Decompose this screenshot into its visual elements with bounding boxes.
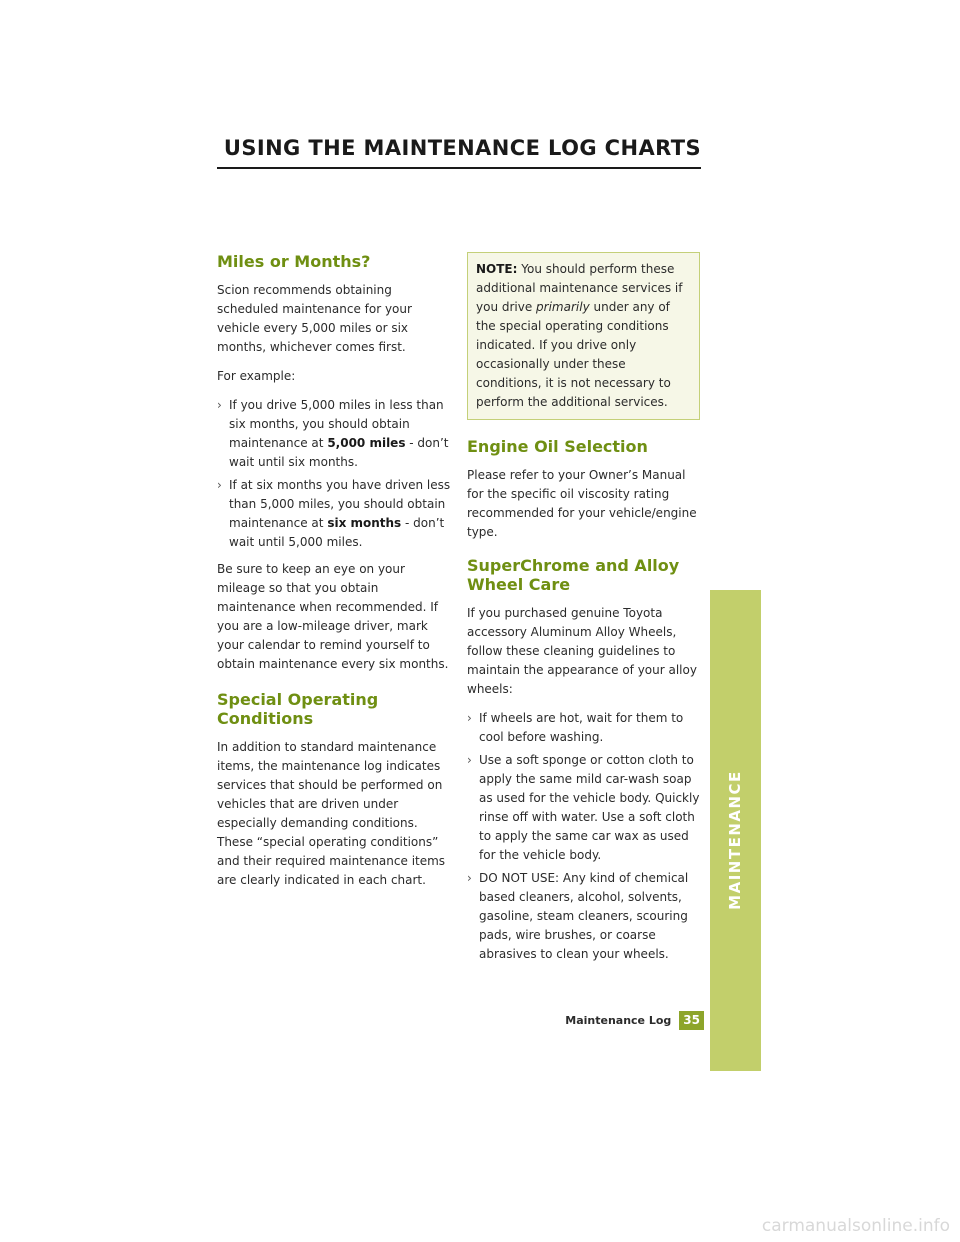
page-number-badge: 35 <box>679 1011 704 1030</box>
list-item <box>467 869 700 964</box>
left-column <box>217 252 451 900</box>
list-item <box>467 751 700 865</box>
bullet-text: If wheels are hot, wait for them to cool before washing. <box>479 711 684 744</box>
page-footer <box>565 1010 704 1030</box>
note-box <box>467 252 700 420</box>
bullet-text: - don’t wait until six months. <box>229 436 449 469</box>
miles-closing-paragraph: Be sure to keep an eye on your mileage so that you obtain maintenance when recommended. If you are a low-mileage driver, mark your calendar to remind yourself to obtain maintenance every six months. <box>217 562 449 671</box>
wheel-intro-paragraph: If you purchased genuine Toyota accessory Aluminum Alloy Wheels, follow these cleaning guidelines to maintain the appearance of your alloy wheels: <box>467 606 697 696</box>
chevron-right-icon: › <box>467 753 472 767</box>
for-example-text: For example: <box>217 369 296 383</box>
section-special-operating-conditions <box>217 690 451 890</box>
section-heading-miles-or-months: Miles or Months? <box>217 252 371 271</box>
note-paragraph <box>476 260 691 412</box>
miles-bullet-list <box>217 396 451 552</box>
oil-paragraph: Please refer to your Owner’s Manual for the specific oil viscosity rating recommended for your vehicle/engine type. <box>467 468 697 539</box>
list-item <box>217 476 451 552</box>
watermark: carmanualsonline.info <box>761 1216 950 1236</box>
wheel-bullet-list <box>467 709 700 964</box>
chevron-right-icon: › <box>217 478 222 492</box>
chevron-right-icon: › <box>467 871 472 885</box>
list-item <box>467 709 700 747</box>
footer-label: Maintenance Log <box>565 1013 672 1027</box>
note-text: under any of the special operating conditions indicated. If you drive only occasionally under these conditions, it is not necessary to perform the additional services. <box>476 300 671 409</box>
bullet-text: Use a soft sponge or cotton cloth to apply the same mild car-wash soap as used for the vehicle body. Quickly rinse off with water. Use a soft cloth to apply the same car wax as used for the vehicle body. <box>479 753 700 862</box>
section-heading-engine-oil-selection: Engine Oil Selection <box>467 437 648 456</box>
note-emphasis: primarily <box>536 300 590 314</box>
sidebar-label: MAINTENANCE <box>726 770 744 910</box>
section-heading-special-operating-conditions: Special Operating Conditions <box>217 690 379 728</box>
bullet-text: DO NOT USE: Any kind of chemical based cleaners, alcohol, solvents, gasoline, steam cleaners, scouring pads, wire brushes, or coarse abrasives to clean your wheels. <box>479 871 689 961</box>
bullet-emphasis: six months <box>327 516 402 530</box>
chevron-right-icon: › <box>467 711 472 725</box>
section-heading-wheel-care: SuperChrome and Alloy Wheel Care <box>467 556 680 594</box>
page-title: USING THE MAINTENANCE LOG CHARTS <box>217 136 701 169</box>
bullet-emphasis: 5,000 miles <box>327 436 406 450</box>
section-miles-or-months <box>217 252 451 674</box>
bullet-text: If you drive 5,000 miles in less than six months, you should obtain maintenance at <box>229 398 444 450</box>
chevron-right-icon: › <box>217 398 222 412</box>
section-engine-oil-selection <box>467 437 700 542</box>
right-column <box>467 252 700 972</box>
list-item <box>217 396 451 472</box>
section-tab-sidebar <box>710 590 761 1071</box>
sidebar-label-wrap <box>710 590 761 1071</box>
special-conditions-paragraph: In addition to standard maintenance items, the maintenance log indicates services that should be performed on vehicles that are driven under especially demanding conditions. These “special operating conditions” and their required maintenance items are clearly indicated in each chart. <box>217 740 446 887</box>
bullet-text: If at six months you have driven less than 5,000 miles, you should obtain maintenance at <box>229 478 451 530</box>
section-wheel-care <box>467 556 700 964</box>
note-label: NOTE: <box>476 262 518 276</box>
bullet-text: - don’t wait until 5,000 miles. <box>229 516 445 549</box>
note-text: You should perform these additional maintenance services if you drive <box>476 262 683 314</box>
miles-intro-paragraph: Scion recommends obtaining scheduled maintenance for your vehicle every 5,000 miles or six months, whichever comes first. <box>217 283 412 354</box>
